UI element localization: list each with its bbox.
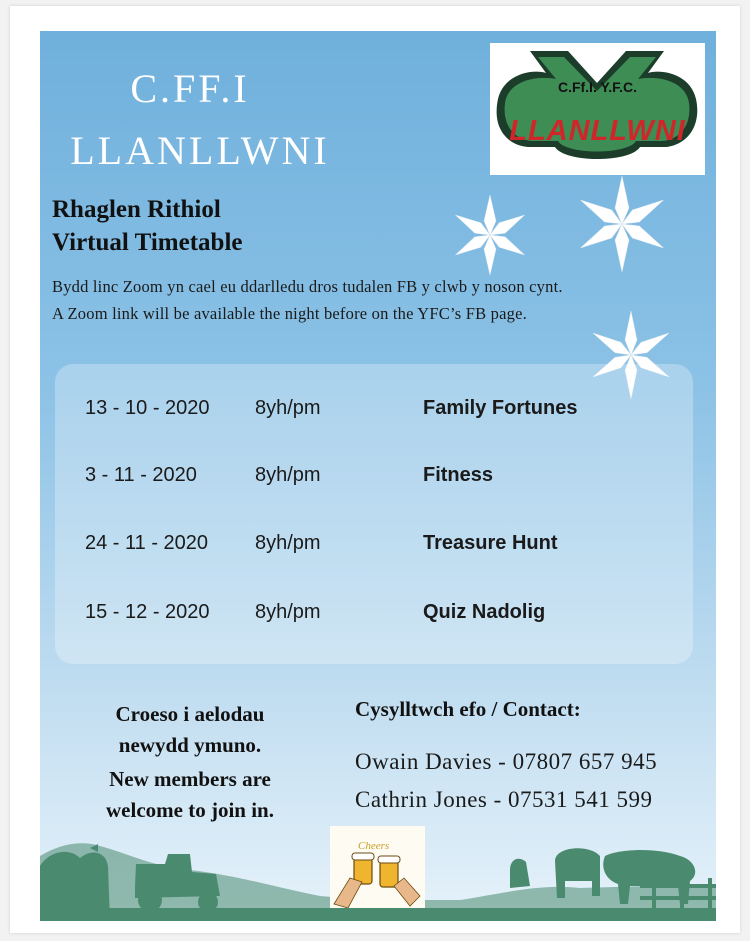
poster: [40, 31, 716, 921]
page: [10, 6, 740, 933]
heading-welsh: Rhaglen Rithiol: [52, 196, 221, 223]
zoom-note-welsh: Bydd linc Zoom yn cael eu ddarlledu dros tudalen FB y clwb y noson cynt.: [52, 277, 563, 296]
schedule-event: Fitness: [423, 464, 494, 486]
clover-logo-icon: [490, 43, 705, 175]
schedule-date: 3 - 11 - 2020: [85, 464, 197, 486]
schedule-date: 15 - 12 - 2020: [85, 601, 210, 623]
schedule-time: 8yh/pm: [255, 601, 321, 623]
beer-mugs-icon: [330, 826, 425, 908]
contact-line: Cathrin Jones - 07531 541 599: [355, 787, 653, 812]
schedule-event: Treasure Hunt: [423, 532, 558, 554]
schedule-row: [55, 397, 693, 427]
cheers-label: Cheers: [358, 840, 390, 852]
schedule-time: 8yh/pm: [255, 397, 321, 419]
schedule-event: Family Fortunes: [423, 397, 578, 419]
snowflake-star-icon: [448, 193, 532, 277]
club-title-line1: C.FF.I: [130, 66, 250, 111]
schedule-row: [55, 532, 693, 562]
schedule-time: 8yh/pm: [255, 532, 321, 554]
snowflake-star-icon: [572, 174, 672, 274]
welcome-welsh: Croeso i aelodau newydd ymuno.: [115, 702, 265, 757]
schedule-row: [55, 464, 693, 494]
schedule-panel: [55, 364, 693, 664]
cheers-image: [330, 826, 425, 908]
heading-english: Virtual Timetable: [52, 229, 243, 256]
schedule-date: 13 - 10 - 2020: [85, 397, 210, 419]
schedule-event: Quiz Nadolig: [423, 601, 546, 623]
logo-main-text: LLANLLWNI: [509, 115, 686, 147]
club-title-line2: LLANLLWNI: [70, 128, 330, 173]
schedule-time: 8yh/pm: [255, 464, 321, 486]
schedule-row: [55, 601, 693, 631]
contact-line: Owain Davies - 07807 657 945: [355, 749, 658, 774]
logo-top-text: C.Ff.I. Y.F.C.: [557, 79, 638, 95]
schedule-date: 24 - 11 - 2020: [85, 532, 209, 554]
contact-title: Cysylltwch efo / Contact:: [355, 697, 581, 721]
zoom-note-english: A Zoom link will be available the night before on the YFC’s FB page.: [52, 304, 527, 323]
club-logo: [490, 43, 705, 175]
welcome-english: New members are welcome to join in.: [106, 767, 274, 822]
